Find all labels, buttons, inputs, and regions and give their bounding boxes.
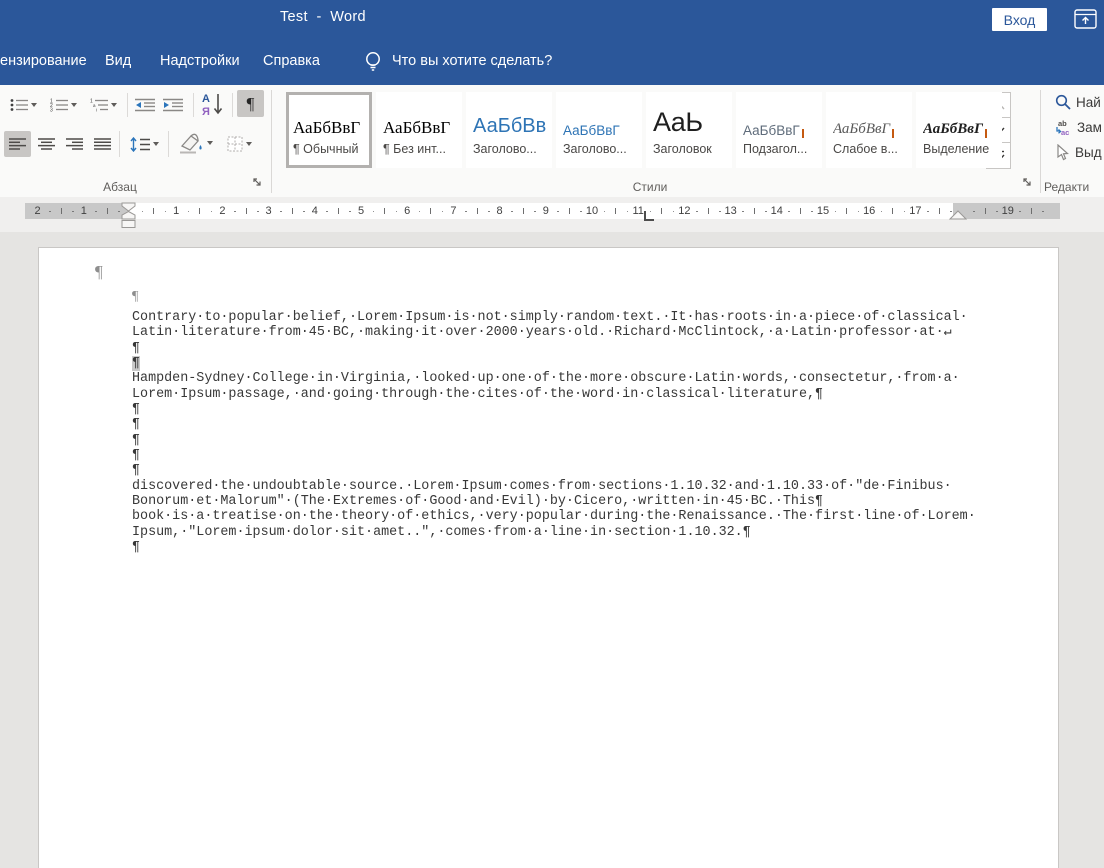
ruler-dot — [742, 211, 744, 213]
ruler-number: 17 — [909, 204, 922, 217]
ruler-tick — [246, 208, 247, 214]
hanging-indent-marker — [122, 212, 135, 220]
style-label: ¶ Обычный — [293, 142, 359, 156]
style-preview: АаЬ — [653, 107, 703, 137]
style-box-4[interactable] — [646, 92, 732, 168]
ruler-number: 10 — [585, 204, 599, 217]
editing-item-label: Най — [1076, 94, 1101, 110]
ribbon-display-options-icon[interactable] — [1074, 9, 1097, 29]
shading-button[interactable] — [174, 129, 216, 157]
style-label: Подзагол... — [743, 142, 808, 156]
editing-item-зам[interactable] — [1050, 116, 1104, 138]
ribbon-tab-0[interactable]: ензирование — [0, 53, 87, 69]
svg-text:i: i — [95, 107, 97, 112]
replace-icon — [1055, 119, 1072, 136]
style-preview: АаБбВвГ — [923, 100, 1000, 138]
ruler-dot — [996, 211, 998, 213]
sign-in-button[interactable]: Вход — [992, 8, 1047, 31]
text-line: Hampden-Sydney·College·in·Virginia,·looked·up·one·of·the·more·obscure·Latin·words,·consectetur,·from·a· — [132, 371, 960, 387]
ruler-number: 6 — [404, 204, 411, 217]
editing-item-label: Зам — [1077, 119, 1102, 135]
ruler-dot — [927, 211, 929, 213]
ruler-tick — [292, 208, 293, 214]
text-line: Ipsum,·"Lorem·ipsum·dolor·sit·amet..",·comes·from·a·line·in·section·1.10.32.¶ — [132, 524, 751, 540]
style-box-7[interactable] — [916, 92, 1002, 168]
style-label: Заголово... — [563, 142, 627, 156]
chevron-down-icon — [153, 142, 159, 146]
ruler-dot — [488, 211, 490, 213]
style-box-2[interactable] — [466, 92, 552, 168]
style-label: Заголово... — [473, 142, 537, 156]
svg-text:3: 3 — [49, 107, 53, 112]
ruler-dot — [765, 211, 767, 213]
ruler-dot — [465, 211, 467, 213]
text-line: Contrary·to·popular·belief,·Lorem·Ipsum·is·not·simply·random·text.·It·has·roots·in·a·piece·of·classical· — [132, 310, 968, 325]
truncation-fragment — [892, 129, 894, 138]
pilcrow-line — [132, 356, 1012, 371]
title-bar — [0, 0, 1104, 38]
editing-item-най[interactable] — [1050, 91, 1104, 113]
ruler-tick — [939, 208, 940, 214]
ruler-number: 14 — [770, 204, 783, 217]
style-preview: АаБбВвГ — [833, 100, 910, 138]
style-label: ¶ Без инт... — [383, 142, 446, 156]
styles-dialog-launcher-icon[interactable] — [1023, 178, 1037, 192]
bullet-list-button[interactable] — [5, 93, 41, 116]
ruler-number: 19 — [1001, 204, 1014, 217]
chevron-down-icon — [207, 141, 213, 145]
align-right-button[interactable] — [61, 131, 88, 157]
ruler-tick — [846, 208, 847, 214]
text-line: Lorem·Ipsum·passage,·and·going·through·the·cites·of·the·word·in·classical·literature,¶ — [132, 386, 824, 402]
ruler-tick — [523, 208, 524, 214]
style-preview: АаБбВвГ — [293, 118, 361, 137]
ruler-dot — [719, 211, 721, 213]
text-line: Bonorum·et·Malorum"·(The·Extremes·of·Good·and·Evil)·by·Cicero,·written·in·45·BC.·This¶ — [132, 494, 824, 510]
text-line: Latin·literature·from·45·BC,·making·it·over·2000·years·old.·Richard·McClintock,·a·Latin·professor·at·↵ — [132, 325, 952, 341]
ruler-dot — [557, 211, 559, 213]
tab-stop-marker[interactable] — [644, 211, 654, 221]
show-paragraph-marks-button[interactable] — [237, 90, 264, 117]
ruler-number: 2 — [34, 204, 41, 217]
numbered-list-button[interactable] — [45, 93, 81, 116]
chevron-down-icon — [31, 103, 37, 107]
ruler-dot — [580, 211, 582, 213]
window-title: Test - Word — [280, 9, 366, 25]
ruler-number: 13 — [724, 204, 737, 217]
sort-letter-ya: Я — [202, 106, 210, 117]
ruler-dot — [234, 211, 236, 213]
ruler-tick — [477, 208, 478, 214]
style-preview: АаБбВвГ — [743, 100, 820, 138]
ruler-dot — [811, 211, 813, 213]
ruler-number: 11 — [632, 204, 644, 217]
pilcrow-line: ¶ — [132, 448, 141, 464]
style-box-5[interactable] — [736, 92, 822, 168]
svg-text:ab: ab — [1058, 118, 1067, 128]
ruler-number: 3 — [265, 204, 272, 217]
ribbon-tab-3[interactable]: Справка — [263, 53, 320, 69]
style-preview: АаБбВв — [473, 115, 547, 137]
ruler-tick — [61, 208, 62, 214]
left-indent-marker — [122, 221, 135, 228]
ruler-tick — [430, 208, 431, 214]
pilcrow-line: ¶ — [132, 417, 141, 433]
ruler-tick — [569, 208, 570, 214]
style-preview: АаБбВвГ — [563, 123, 620, 138]
editing-item-выд[interactable] — [1050, 141, 1104, 163]
justify-button[interactable] — [89, 131, 116, 157]
ruler-number: 2 — [219, 204, 226, 217]
ruler-tick — [615, 208, 616, 214]
indent-markers[interactable] — [120, 202, 137, 229]
selected-pilcrow-mark: ¶ — [132, 356, 141, 372]
pilcrow-line: ¶ — [132, 289, 139, 304]
align-center-button[interactable] — [33, 131, 60, 157]
ruler-dot — [973, 211, 975, 213]
ribbon-tab-bar — [0, 38, 1104, 85]
svg-text:a: a — [92, 102, 96, 108]
paragraph-dialog-launcher-icon[interactable] — [253, 178, 267, 192]
multilevel-list-button[interactable] — [85, 93, 121, 116]
increase-indent-button[interactable] — [160, 93, 186, 116]
ruler-dot — [280, 211, 282, 213]
editing-group-label: Редакти — [1044, 180, 1090, 194]
svg-text:1: 1 — [49, 98, 53, 104]
chevron-down-icon — [71, 103, 77, 107]
ruler-number: 4 — [311, 204, 318, 217]
ruler-dot — [326, 211, 328, 213]
style-box-3[interactable] — [556, 92, 642, 168]
pilcrow-line: ¶ — [132, 432, 141, 448]
align-left-button[interactable] — [4, 131, 31, 157]
ruler-tick — [892, 208, 893, 214]
ruler-band[interactable] — [25, 203, 1060, 219]
sort-letter-a: А — [202, 93, 210, 105]
ruler-number: 7 — [450, 204, 457, 217]
borders-button[interactable] — [218, 131, 260, 157]
pilcrow-line: ¶ — [132, 540, 141, 556]
pilcrow-icon: ¶ — [246, 93, 255, 113]
truncation-fragment — [985, 129, 987, 138]
ribbon-tab-1[interactable]: Вид — [105, 53, 132, 69]
paragraph-group-label: Абзац — [103, 180, 137, 194]
pilcrow-line: ¶ — [132, 463, 141, 479]
style-box-6[interactable] — [826, 92, 912, 168]
svg-text:1: 1 — [89, 98, 93, 104]
editing-item-label: Выд — [1075, 144, 1102, 160]
line-spacing-button[interactable] — [124, 131, 164, 157]
ruler-number: 9 — [542, 204, 549, 217]
ruler-tick — [800, 208, 801, 214]
pilcrow-line: ¶ — [132, 402, 141, 418]
ruler-tick — [985, 208, 986, 214]
right-indent-marker[interactable] — [949, 210, 967, 220]
style-label: Заголовок — [653, 142, 712, 156]
select-icon — [1055, 144, 1070, 161]
tell-me-box[interactable]: Что вы хотите сделать? — [392, 53, 553, 69]
sort-button[interactable] — [198, 90, 228, 118]
document-area — [0, 232, 1104, 851]
pilcrow-line: ¶ — [132, 340, 141, 356]
style-label: Выделение — [923, 142, 990, 156]
style-preview: АаБбВвГ — [383, 118, 451, 137]
ruler-dot — [1019, 211, 1021, 213]
lightbulb-icon — [363, 50, 385, 74]
ruler-dot — [72, 211, 74, 213]
ruler-tick — [199, 208, 200, 214]
truncation-fragment — [802, 129, 804, 138]
ribbon-tab-2[interactable]: Надстройки — [160, 53, 240, 69]
ruler-number: 1 — [173, 204, 180, 217]
ruler-number: 5 — [357, 204, 365, 217]
first-line-indent-marker — [122, 203, 135, 211]
ruler-dot — [534, 211, 536, 213]
document-text[interactable] — [132, 288, 1012, 556]
text-line: book·is·a·treatise·on·the·theory·of·ethics,·very·popular·during·the·Renaissance.·The·first·line·of·Lorem· — [132, 509, 976, 525]
ruler-tick — [661, 208, 662, 214]
ruler-number: 1 — [80, 204, 87, 217]
first-pilcrow-mark: ¶ — [95, 262, 103, 281]
ruler-tick — [754, 208, 755, 214]
style-label: Слабое в... — [833, 142, 898, 156]
decrease-indent-button[interactable] — [132, 93, 158, 116]
style-box-0[interactable] — [286, 92, 372, 168]
ruler-tick — [384, 208, 385, 214]
ribbon — [0, 85, 1104, 198]
ruler-dot — [257, 211, 259, 213]
ruler-dot — [788, 211, 790, 213]
search-icon — [1055, 94, 1071, 110]
ruler-tick — [1031, 208, 1032, 214]
svg-text:2: 2 — [49, 102, 53, 109]
ruler-dot — [49, 211, 51, 213]
style-box-1[interactable] — [376, 92, 462, 168]
ruler-tick — [708, 208, 709, 214]
svg-text:ac: ac — [1061, 127, 1070, 136]
ruler-number: 16 — [863, 204, 876, 217]
ruler-dot — [1042, 211, 1044, 213]
ruler-number: 8 — [496, 204, 503, 217]
ruler-number: 15 — [816, 204, 830, 217]
chevron-down-icon — [246, 142, 252, 146]
ruler-tick — [107, 208, 108, 214]
ruler-dot — [349, 211, 351, 213]
ruler-number: 12 — [678, 204, 691, 217]
ruler-dot — [511, 211, 513, 213]
ruler — [0, 197, 1104, 232]
ruler-tick — [338, 208, 339, 214]
ruler-dot — [303, 211, 305, 213]
text-line: discovered·the·undoubtable·source.·Lorem·Ipsum·comes·from·sections·1.10.32·and·1.10.33·of·"de·Finibus· — [132, 478, 952, 494]
styles-group-label: Стили — [632, 180, 668, 194]
chevron-down-icon — [111, 103, 117, 107]
ruler-tick — [153, 208, 154, 214]
ruler-dot — [95, 211, 97, 213]
ruler-dot — [696, 211, 698, 213]
